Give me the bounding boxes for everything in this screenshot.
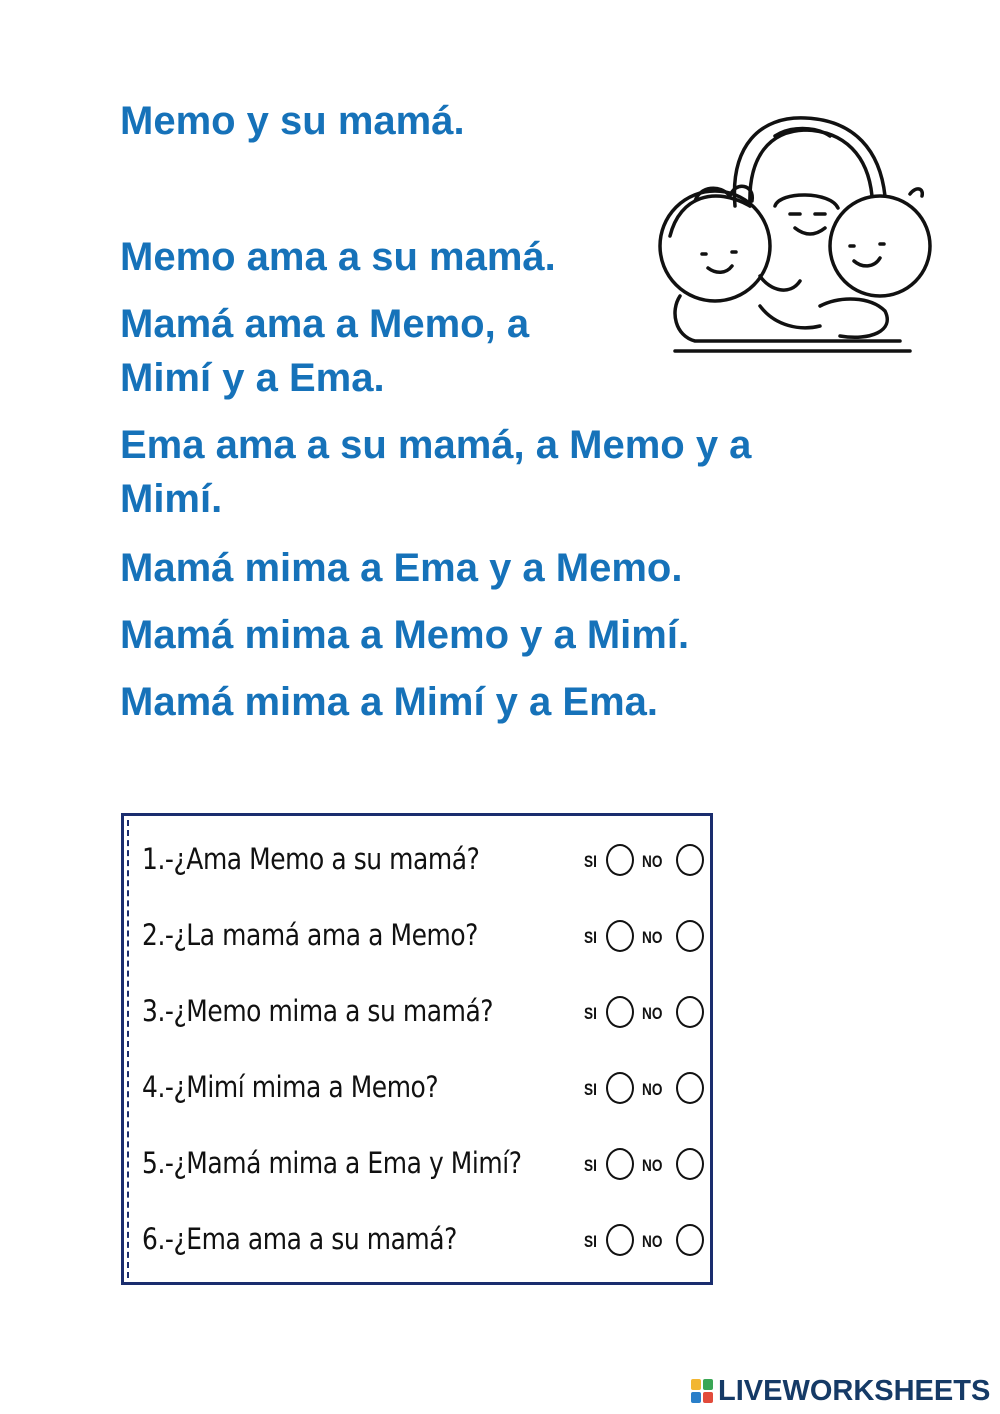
no-label: NO xyxy=(642,1156,663,1175)
no-label: NO xyxy=(642,1004,663,1023)
question-text: 3.-¿Memo mima a su mamá? xyxy=(142,994,494,1028)
question-text: 6.-¿Ema ama a su mamá? xyxy=(142,1222,457,1256)
si-circle-icon[interactable] xyxy=(606,1224,634,1256)
si-label: SI xyxy=(584,1156,597,1175)
no-circle-icon[interactable] xyxy=(676,996,704,1028)
question-text: 4.-¿Mimí mima a Memo? xyxy=(142,1070,439,1104)
story-line: Mamá mima a Memo y a Mimí. xyxy=(120,613,690,657)
si-circle-icon[interactable] xyxy=(606,844,634,876)
si-circle-icon[interactable] xyxy=(606,996,634,1028)
family-illustration xyxy=(640,96,940,356)
story-line: Mamá mima a Ema y a Memo. xyxy=(120,546,683,590)
quiz-question-row xyxy=(124,908,710,964)
si-label: SI xyxy=(584,1004,597,1023)
no-circle-icon[interactable] xyxy=(676,844,704,876)
no-circle-icon[interactable] xyxy=(676,1224,704,1256)
no-label: NO xyxy=(642,928,663,947)
quiz-question-row xyxy=(124,984,710,1040)
si-circle-icon[interactable] xyxy=(606,920,634,952)
liveworksheets-logo-icon xyxy=(690,1377,714,1405)
story-line: Mamá mima a Mimí y a Ema. xyxy=(120,680,659,724)
si-circle-icon[interactable] xyxy=(606,1072,634,1104)
quiz-question-row xyxy=(124,1136,710,1192)
no-label: NO xyxy=(642,1232,663,1251)
story-line: Mamá ama a Memo, a Mimí y a Ema. xyxy=(120,302,530,400)
liveworksheets-brand xyxy=(690,1374,990,1408)
story-line: Memo ama a su mamá. xyxy=(120,235,556,279)
si-label: SI xyxy=(584,852,597,871)
story-title: Memo y su mamá. xyxy=(120,99,465,143)
si-label: SI xyxy=(584,928,597,947)
no-circle-icon[interactable] xyxy=(676,1148,704,1180)
brand-name: LIVEWORKSHEETS xyxy=(718,1374,991,1407)
si-circle-icon[interactable] xyxy=(606,1148,634,1180)
quiz-question-row xyxy=(124,1060,710,1116)
no-circle-icon[interactable] xyxy=(676,920,704,952)
quiz-box xyxy=(121,813,713,1285)
quiz-question-row xyxy=(124,1212,710,1268)
quiz-question-row xyxy=(124,832,710,888)
si-label: SI xyxy=(584,1232,597,1251)
question-text: 1.-¿Ama Memo a su mamá? xyxy=(142,842,480,876)
no-circle-icon[interactable] xyxy=(676,1072,704,1104)
si-label: SI xyxy=(584,1080,597,1099)
no-label: NO xyxy=(642,852,663,871)
story-line: Ema ama a su mamá, a Memo y a Mimí. xyxy=(120,423,752,521)
no-label: NO xyxy=(642,1080,663,1099)
question-text: 2.-¿La mamá ama a Memo? xyxy=(142,918,478,952)
question-text: 5.-¿Mamá mima a Ema y Mimí? xyxy=(142,1146,522,1180)
